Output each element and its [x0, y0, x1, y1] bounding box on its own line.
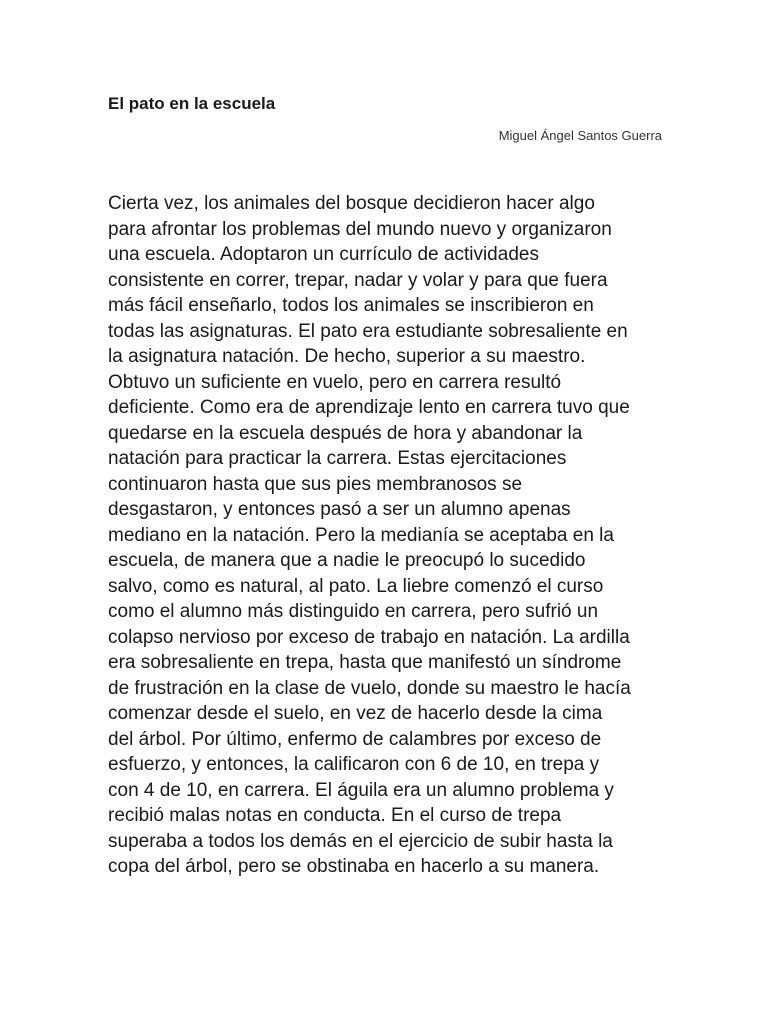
body-line: consistente en correr, trepar, nadar y volar y para que fuera [108, 269, 608, 291]
body-line: comenzar desde el suelo, en vez de hacerlo desde la cima [108, 703, 603, 724]
body-line: recibió malas notas en conducta. En el curso de trepa [108, 805, 562, 826]
body-line: natación para practicar la carrera. Estas ejercitaciones [108, 448, 567, 469]
body-line: copa del árbol, pero se obstinaba en hacerlo a su manera. [108, 856, 600, 877]
body-line: de frustración en la clase de vuelo, donde su maestro le hacía [108, 677, 631, 699]
body-line: para afrontar los problemas del mundo nuevo y organizaron [108, 218, 612, 240]
body-line: la asignatura natación. De hecho, superior a su maestro. [108, 346, 586, 367]
body-line: superaba a todos los demás en el ejercicio de subir hasta la [108, 830, 613, 852]
body-line: del árbol. Por último, enfermo de calambres por exceso de [108, 728, 602, 750]
body-line: deficiente. Como era de aprendizaje lento en carrera tuvo que [108, 397, 630, 418]
body-line: desgastaron, y entonces pasó a ser un alumno apenas [108, 499, 571, 520]
body-line: más fácil enseñarlo, todos los animales se inscribieron en [108, 295, 594, 316]
body-line: como el alumno más distinguido en carrera, pero sufrió un [108, 601, 599, 622]
body-line: continuaron hasta que sus pies membranosos se [108, 473, 523, 495]
body-line: Obtuvo un suficiente en vuelo, pero en carrera resultó [108, 371, 562, 393]
body-line: con 4 de 10, en carrera. El águila era un alumno problema y [108, 779, 614, 801]
body-line: salvo, como es natural, al pato. La liebre comenzó el curso [108, 575, 604, 597]
body-line: Cierta vez, los animales del bosque decidieron hacer algo [108, 193, 595, 214]
body-line: escuela, de manera que a nadie le preocupó lo sucedido [108, 550, 586, 571]
body-line: colapso nervioso por exceso de trabajo en natación. La ardilla [108, 626, 630, 648]
body-line: quedarse en la escuela después de hora y abandonar la [108, 422, 583, 444]
document-author: Miguel Ángel Santos Guerra [498, 128, 662, 143]
body-line: todas las asignaturas. El pato era estudiante sobresaliente en [108, 320, 628, 342]
body-line: esfuerzo, y entonces, la calificaron con 6 de 10, en trepa y [108, 754, 600, 775]
body-line: era sobresaliente en trepa, hasta que manifestó un síndrome [108, 652, 622, 673]
body-line: una escuela. Adoptaron un currículo de actividades [108, 244, 539, 265]
document-body [108, 191, 668, 880]
body-line: mediano en la natación. Pero la medianía se aceptaba en la [108, 524, 614, 546]
document-title: El pato en la escuela [108, 94, 276, 113]
